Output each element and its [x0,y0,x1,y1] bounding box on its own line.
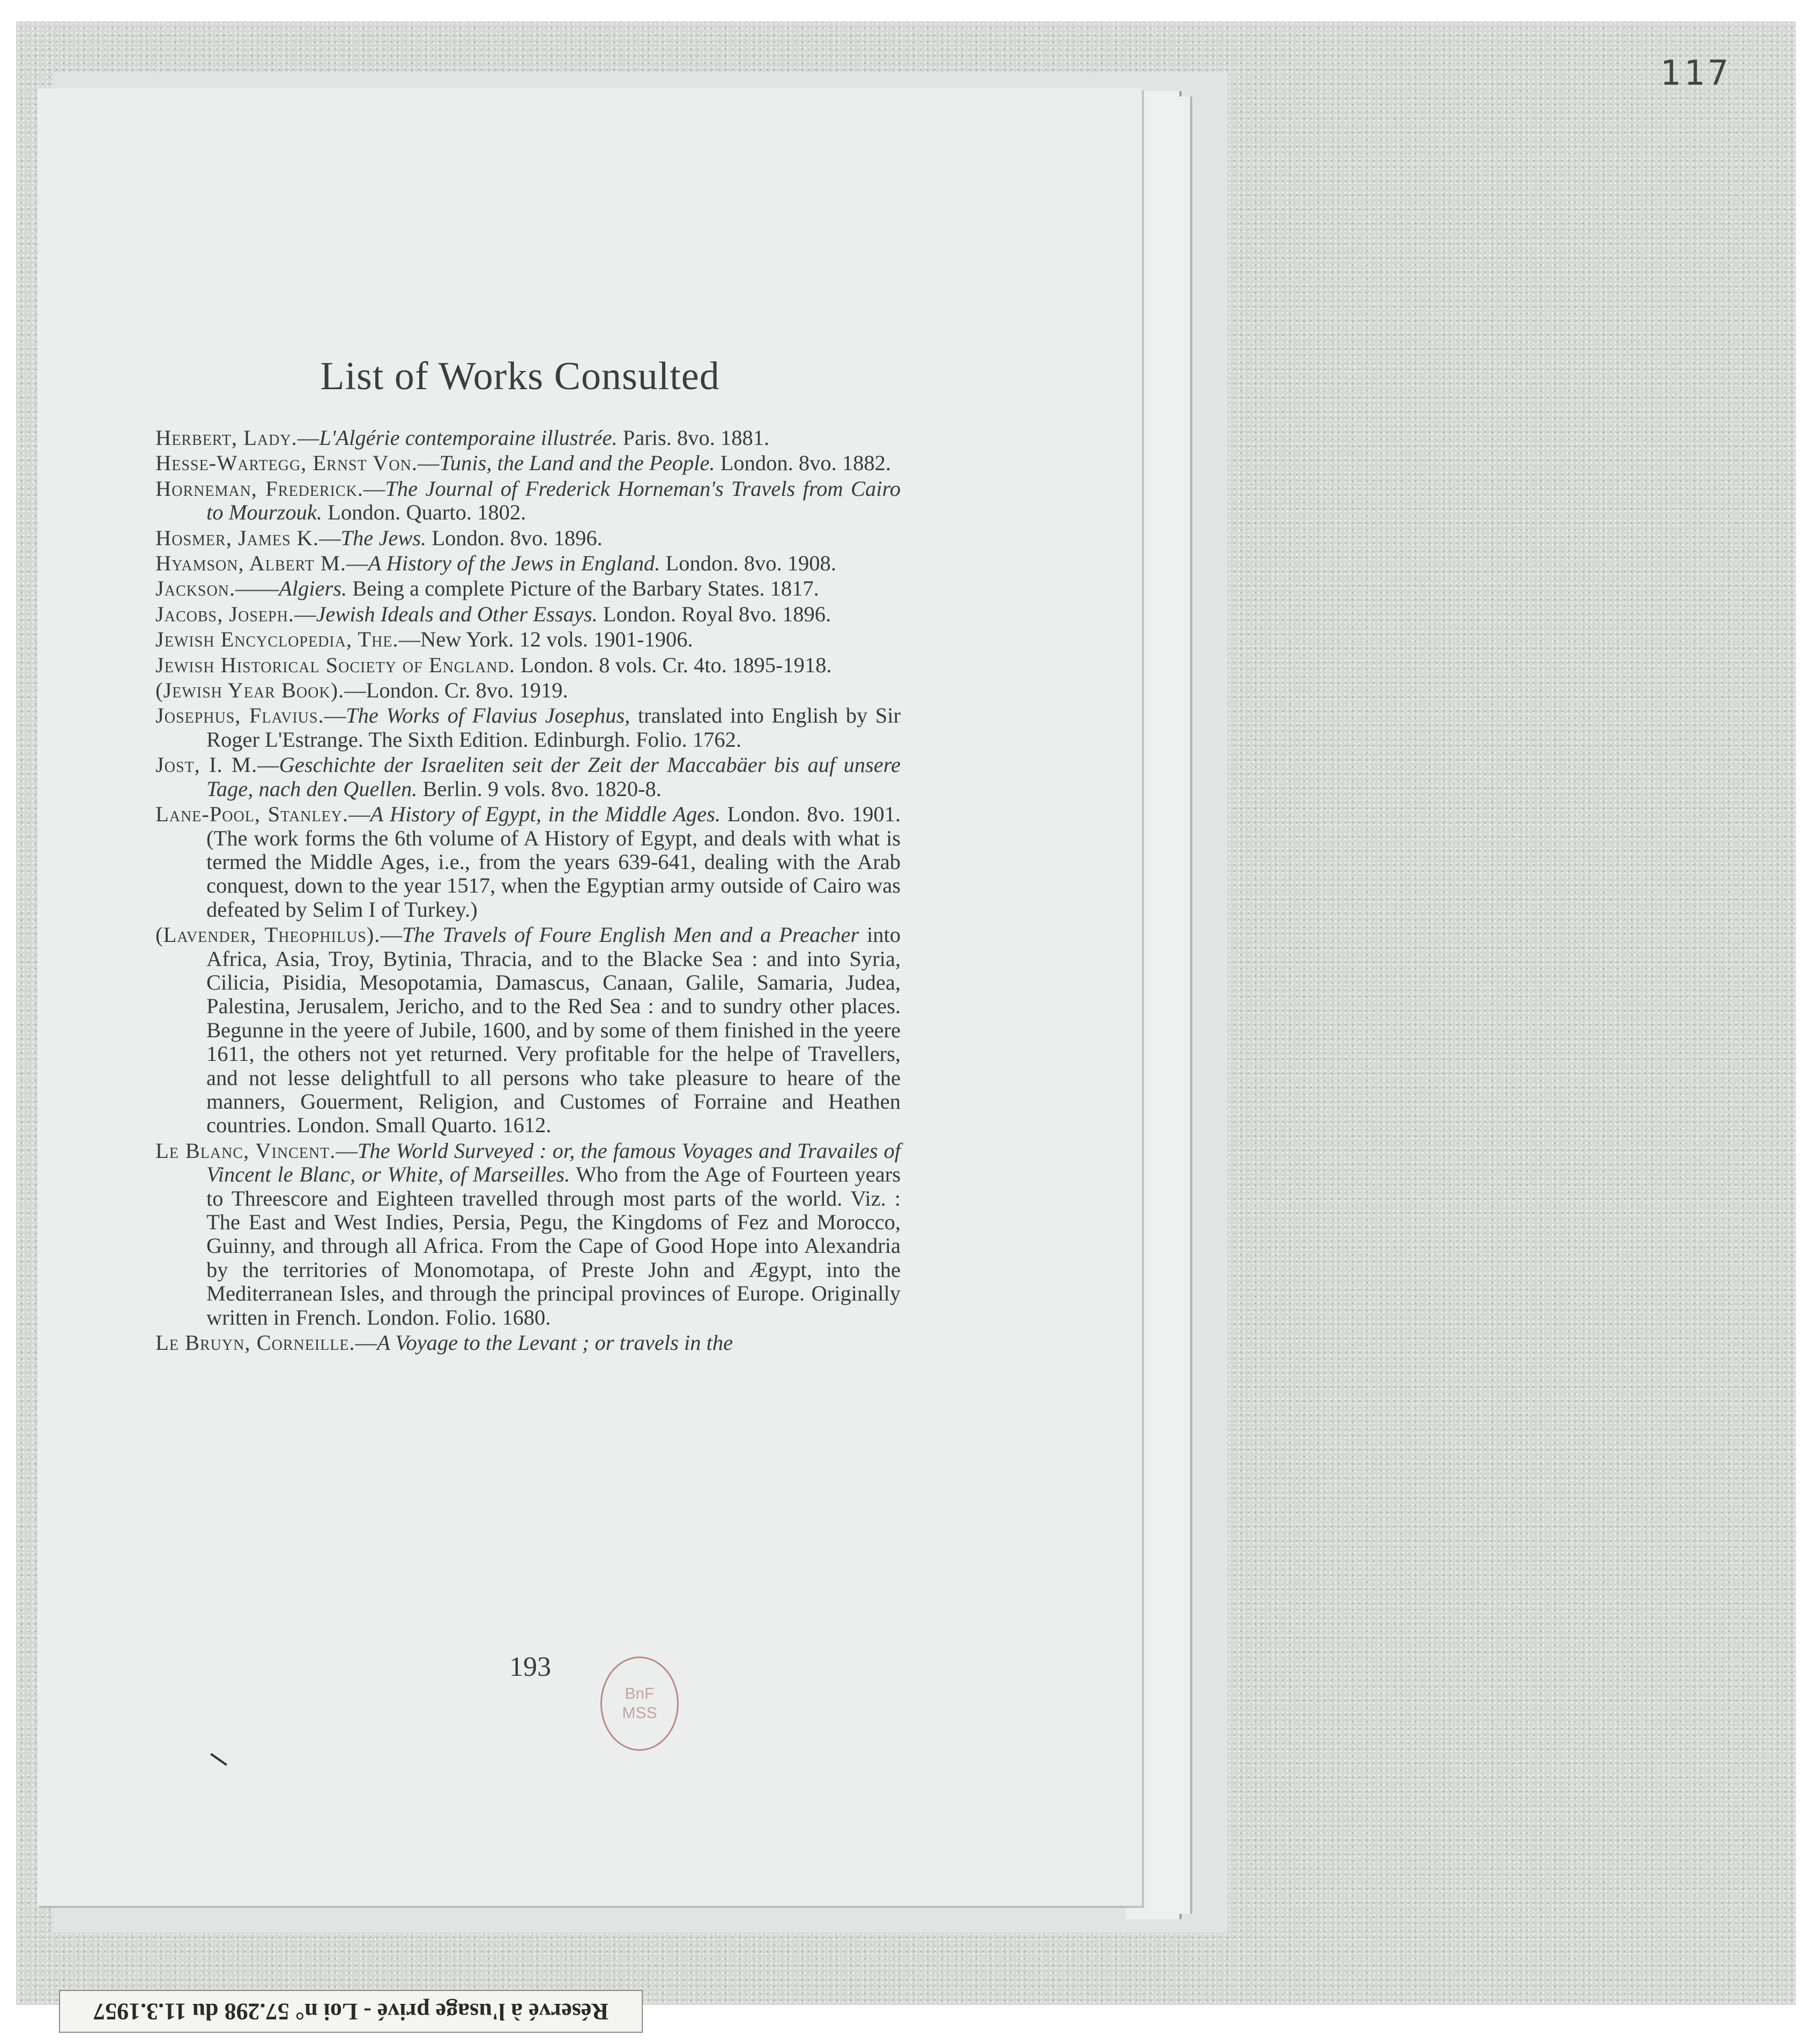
bibliography-entry [155,577,901,600]
page-edge [1136,96,1192,1914]
entry-details: Who from the Age of Fourteen years to Threescore and Eighteen travelled through most parts of the world. Viz. : The East and West Indies, Persia, Pegu, the Kingdoms of Fez and Morocco, Guinny, and through all Africa. From the Cape of Good Hope into Alexandria by the territories of Monomotapa, of Preste John and Ægypt, into the Mediterranean Isles, and through the principal provinces of Europe. Originally written in French. London. Folio. 1680. [206,1162,901,1329]
entry-work: The Journal of Frederick Horneman's Travels from Cairo to Mourzouk. [206,476,901,525]
entry-author: Hosmer, James K. [155,525,320,550]
entry-details: London. Cr. 8vo. 1919. [366,678,568,703]
entry-work: Geschichte der Israeliten seit der Zeit der Maccabäer bis auf unsere Tage, nach den Quellen. [206,753,901,801]
entry-work: A History of Egypt, in the Middle Ages. [370,802,721,827]
entry-details: London. 8vo. 1896. [426,525,603,550]
entry-details: translated into English by Sir Roger L'Estrange. The Sixth Edition. Edinburgh. Folio. 1762. [206,703,901,752]
entry-author: Hyamson, Albert M. [155,551,347,576]
usage-restriction-text: Réservé à l'usage privé - Loi n° 57.298 du 11.3.1957 [93,1998,609,2025]
entry-work: A Voyage to the Levant ; or travels in the [377,1331,733,1355]
entry-work: Tunis, the Land and the People. [439,451,715,476]
entry-author: Jost, I. M. [155,753,258,777]
entry-dash: —— [235,576,279,601]
entry-author: Horneman, Frederick. [155,476,363,501]
entry-author: Josephus, Flavius. [155,703,324,728]
entry-work: Jewish Ideals and Other Essays. [316,601,598,626]
entry-work: L'Algérie contemporaine illustrée. [319,426,618,450]
stamp-line: BnF [625,1685,655,1703]
entry-work: A History of the Jews in England. [368,551,660,576]
entry-dash [515,653,521,677]
stamp-line: MSS [622,1704,657,1722]
bibliography-entry: (Jewish Year Book).—London. Cr. 8vo. 1919. [155,678,568,703]
bibliography-entry: Le Bruyn, Corneille.—A Voyage to the Levant ; or travels in the [155,1331,733,1355]
bibliography-entry: Jewish Encyclopedia, The.—New York. 12 vols. 1901-1906. [155,627,693,652]
bibliography-entry: Josephus, Flavius.—The Works of Flavius Josephus, translated into English by Sir Roger L'Estrange. The Sixth Edition. Edinburgh. Folio. 1762. [155,703,901,752]
page-title: List of Works Consulted [320,354,720,398]
book-page [38,88,1142,1906]
entry-author: (Jewish Year Book). [155,678,345,703]
bibliography-entry: Herbert, Lady.—L'Algérie contemporaine illustrée. Paris. 8vo. 1881. [155,426,770,450]
bibliography-entry: Horneman, Frederick.—The Journal of Frederick Horneman's Travels from Cairo to Mourzouk. London. Quarto. 1802. [155,476,901,525]
bibliography-entry [155,653,901,677]
bibliography-entry: Hosmer, James K.—The Jews. London. 8vo. 1896. [155,525,603,550]
entry-author: Jewish Historical Society of England. [155,652,515,677]
entry-details: London. 8 vols. Cr. 4to. 1895-1918. [521,652,832,677]
entry-details: Being a complete Picture of the Barbary States. 1817. [347,576,819,601]
entry-author: (Lavender, Theophilus). [155,923,381,947]
entry-details: into Africa, Asia, Troy, Bytinia, Thracia, and to the Blacke Sea : and into Syria, Cilicia, Pisidia, Mesopotamia, Damascus, Canaan, Galile, Samaria, Judea, Palestina, Jerusalem, Jericho, and to the Red Sea : and to sundry other places. Begunne in the yeere of Jubile, 1600, and by some of them finished in the yeere 1611, the others not yet returned. Very profitable for the helpe of Travellers, and not lesse delightfull to all persons who take pleasure to heare of the manners, Gouerment, Religion, and Customes of Forraine and Heathen countries. London. Small Quarto. 1612. [206,923,901,1138]
entry-author: Jewish Encyclopedia, The. [155,627,399,652]
bibliography-entry: (Lavender, Theophilus).—The Travels of Foure English Men and a Preacher into Africa, Asia, Troy, Bytinia, Thracia, and to the Blacke Sea : and into Syria, Cilicia, Pisidia, Mesopotamia, Damascus, Canaan, Galile, Samaria, Judea, Palestina, Jerusalem, Jericho, and to the Red Sea : and to sundry other places. Begunne in the yeere of Jubile, 1600, and by some of them finished in the yeere 1611, the others not yet returned. Very profitable for the helpe of Travellers, and not lesse delightfull to all persons who take pleasure to heare of the manners, Gouerment, Religion, and Customes of Forraine and Heathen countries. London. Small Quarto. 1612. [155,923,901,1138]
library-stamp [600,1656,679,1751]
entry-details: London. 8vo. 1901. (The work forms the 6th volume of A History of Egypt, and deals with what is termed the Middle Ages, i.e., from the years 639-641, dealing with the Arab conquest, down to the year 1517, when the Egyptian army outside of Cairo was defeated by Selim I of Turkey.) [206,802,901,922]
entry-work: The Works of Flavius Josephus, [346,703,630,728]
usage-restriction-label [59,1990,643,2033]
entry-author: Hesse-Wartegg, Ernst Von. [155,451,418,476]
page-number: 193 [509,1652,551,1682]
entry-details: Paris. 8vo. 1881. [617,426,770,450]
entry-work: The Jews. [340,525,427,550]
entry-details: London. 8vo. 1908. [660,551,836,576]
entry-author: Le Blanc, Vincent. [155,1138,336,1163]
entry-author: Jacobs, Joseph. [155,601,294,626]
entry-author: Lane-Pool, Stanley. [155,802,348,827]
entry-details: Berlin. 9 vols. 8vo. 1820-8. [417,776,662,801]
entry-work: The Travels of Foure English Men and a Preacher [402,923,859,947]
bibliography-entry: Le Blanc, Vincent.—The World Surveyed : or, the famous Voyages and Travailes of Vincent le Blanc, or White, of Marseilles. Who from the Age of Fourteen years to Threescore and Eighteen travelled through most parts of the world. Viz. : The East and West Indies, Persia, Pegu, the Kingdoms of Fez and Morocco, Guinny, and through all Africa. From the Cape of Good Hope into Alexandria by the territories of Monomotapa, of Preste John and Ægypt, into the Mediterranean Isles, and through the principal provinces of Europe. Originally written in French. London. Folio. 1680. [155,1138,901,1329]
bibliography-entry: Jacobs, Joseph.—Jewish Ideals and Other Essays. London. Royal 8vo. 1896. [155,601,831,626]
entry-author: Le Bruyn, Corneille. [155,1331,355,1355]
entry-author: Jackson. [155,576,236,601]
bibliography-entry: Lane-Pool, Stanley.—A History of Egypt, in the Middle Ages. London. 8vo. 1901. (The work forms the 6th volume of A History of Egypt, and deals with what is termed the Middle Ages, i.e., from the years 639-641, dealing with the Arab conquest, down to the year 1517, when the Egyptian army outside of Cairo was defeated by Selim I of Turkey.) [155,802,901,922]
mount-board [16,21,1796,2025]
pencil-mark [210,1753,227,1766]
bibliography-list [155,426,901,1356]
folio-number: 117 [1660,54,1732,93]
entry-work: Algiers. [279,576,347,601]
entry-details: New York. 12 vols. 1901-1906. [420,627,693,652]
bibliography-entry: Hesse-Wartegg, Ernst Von.—Tunis, the Land and the People. London. 8vo. 1882. [155,451,892,476]
entry-details: London. Quarto. 1802. [322,500,526,525]
entry-work: The World Surveyed : or, the famous Voyages and Travailes of Vincent le Blanc, or White, of Marseilles. [206,1138,901,1187]
bibliography-entry: Hyamson, Albert M.—A History of the Jews in England. London. 8vo. 1908. [155,551,836,576]
entry-author: Herbert, Lady. [155,426,298,450]
entry-details: London. Royal 8vo. 1896. [597,601,831,626]
entry-details: London. 8vo. 1882. [715,451,892,476]
bibliography-entry: Jost, I. M.—Geschichte der Israeliten seit der Zeit der Maccabäer bis auf unsere Tage, nach den Quellen. Berlin. 9 vols. 8vo. 1820-8. [155,753,901,801]
